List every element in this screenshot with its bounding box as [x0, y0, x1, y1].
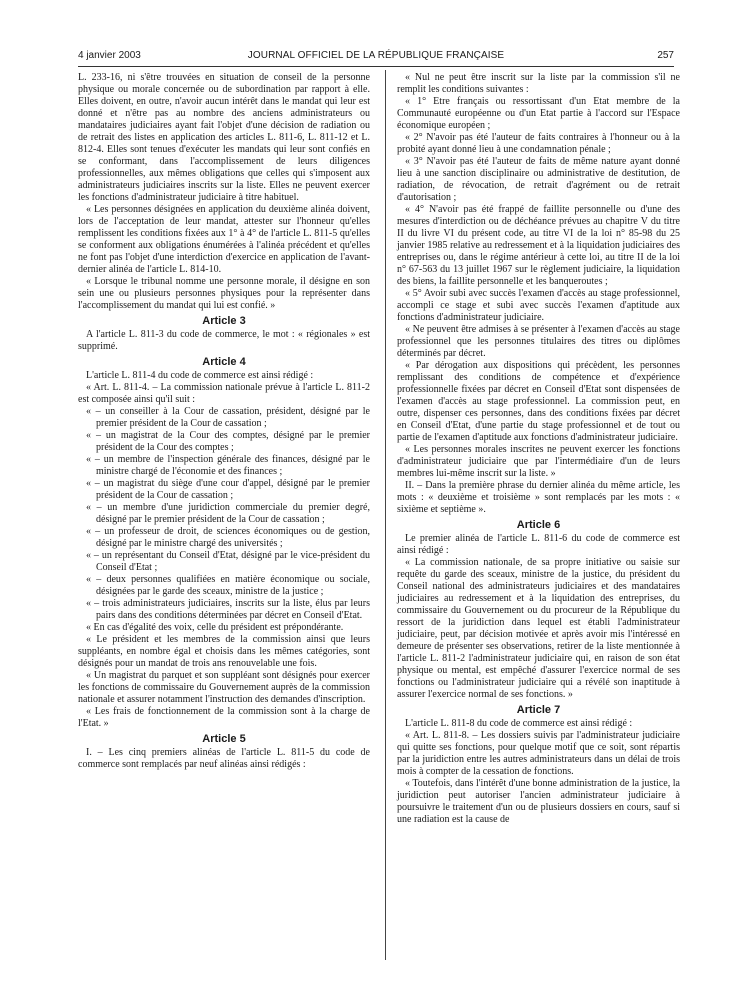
- list-item: « – un magistrat de la Cour des comptes, désigné par le premier président de la Cour des comptes ;: [86, 430, 370, 453]
- paragraph: « Par dérogation aux dispositions qui précèdent, les personnes remplissant des conditions de compétence et d'expérience professionnelle fixées par décret en Conseil d'Etat sont dispensées de l'examen d'accès au stage professionnel. La commission peut, en outre, dispenser ces personnes, dans des conditions fixées par décret en Conseil d'Etat, d'une partie du stage professionnel et de tout ou partie de l'examen d'aptitude aux fonctions d'administrateur judiciaire.: [397, 360, 680, 443]
- paragraph: « Le président et les membres de la commission ainsi que leurs suppléants, en nombre égal et choisis dans les mêmes catégories, sont désignés pour un mandat de trois ans renouvelable une fois.: [78, 634, 370, 669]
- article-heading: Article 4: [202, 356, 246, 368]
- page-number: 257: [657, 50, 674, 61]
- paragraph: « Les frais de fonctionnement de la commission sont à la charge de l'Etat. »: [78, 706, 370, 729]
- paragraph: « 4° N'avoir pas été frappé de faillite personnelle ou d'une des mesures d'interdiction ou de déchéance prévues au chapitre V du titre II du livre VI du présent code, au titre VI de la loi n° 85-98 du 25 janvier 1985 relative au redressement et à la liquidation judiciaires des entreprises ou, dans le régime antérieur à cette loi, au titre II de la loi n° 67-563 du 13 juillet 1967 sur le règlement judiciaire, la liquidation des biens, la faillite personnelle et les banqueroutes ;: [397, 204, 680, 287]
- list-item: « – deux personnes qualifiées en matière économique ou sociale, désignées par le garde des sceaux, ministre de la justice ;: [86, 574, 370, 597]
- article-heading: Article 3: [202, 315, 246, 327]
- column-divider: [385, 70, 386, 960]
- paragraph: « 3° N'avoir pas été l'auteur de faits de même nature ayant donné lieu à une sanction disciplinaire ou administrative de destitution, de radiation, de révocation, de retrait d'agrément ou de retrait d'autorisation ;: [397, 156, 680, 203]
- list-item: « – un professeur de droit, de sciences économiques ou de gestion, désigné par le ministre chargé des universités ;: [86, 526, 370, 549]
- paragraph: « 5° Avoir subi avec succès l'examen d'accès au stage professionnel, accompli ce stage et subi avec succès l'examen d'aptitude aux fonctions d'administrateur judiciaire.: [397, 288, 680, 323]
- paragraph: « Ne peuvent être admises à se présenter à l'examen d'accès au stage professionnel que les personnes titulaires des titres ou diplômes déterminés par décret.: [397, 324, 680, 359]
- paragraph: I. – Les cinq premiers alinéas de l'article L. 811-5 du code de commerce sont remplacés par neuf alinéas ainsi rédigés :: [78, 747, 370, 770]
- list-item: « – un membre d'une juridiction commerciale du premier degré, désigné par le premier président de la Cour de cassation ;: [86, 502, 370, 525]
- paragraph: « Nul ne peut être inscrit sur la liste par la commission s'il ne remplit les conditions suivantes :: [397, 72, 680, 95]
- page-header: [78, 50, 674, 66]
- article-heading: Article 5: [202, 733, 246, 745]
- paragraph: II. – Dans la première phrase du dernier alinéa du même article, les mots : « deuxième et troisième » sont remplacés par les mots : « sixième et septième ».: [397, 480, 680, 515]
- paragraph: L. 233-16, ni s'être trouvées en situation de conseil de la personne physique ou morale concernée ou de subordination par rapport à elle. Elles doivent, en outre, n'avoir aucun intérêt dans le mandat qui leur est donné et n'être pas au nombre des anciens administrateurs ou mandataires judiciaires ayant fait l'objet d'une décision de radiation ou de retrait des listes en application des articles L. 811-6, L. 811-12 et L. 812-4. Elles sont tenues d'exécuter les mandats qui leur sont confiés en se conformant, dans l'accomplissement de leurs diligences professionnelles, aux mêmes obligations que celles qui s'imposent aux administrateurs judiciaires inscrits sur la liste. Elles ne peuvent exercer les fonctions d'administrateur judiciaire à titre habituel.: [78, 72, 370, 203]
- paragraph: « 1° Etre français ou ressortissant d'un Etat membre de la Communauté européenne ou d'un Etat partie à l'accord sur l'Espace économique européen ;: [397, 96, 680, 131]
- paragraph: L'article L. 811-8 du code de commerce est ainsi rédigé :: [405, 718, 633, 729]
- paragraph: « La commission nationale, de sa propre initiative ou saisie sur requête du garde des sceaux, ministre de la justice, du président du Conseil national des administrateurs judiciaires et des mandataires judiciaires au redressement et à la liquidation des entreprises, du commissaire du Gouvernement ou du procureur de la République du ressort de la juridiction dans lequel est établi l'administrateur judiciaire, peut, par décision motivée et après avoir mis l'intéressé en demeure de présenter ses observations, retirer de la liste mentionnée à l'article L. 811-2 l'administrateur judiciaire qui, en raison de son état physique ou mental, est empêché d'assurer l'exercice normal de ses fonctions ou l'administrateur judiciaire qui a révélé son inaptitude à assurer l'exercice normal de ses fonctions. »: [397, 557, 680, 700]
- list-item: « – un magistrat du siège d'une cour d'appel, désigné par le premier président de la Cour de cassation ;: [86, 478, 370, 501]
- paragraph: « Les personnes désignées en application du deuxième alinéa doivent, lors de l'acceptation de leur mandat, attester sur l'honneur qu'elles remplissent les conditions fixées aux 1° à 4° de l'article L. 811-5 qu'elles se conforment aux obligations énumérées à l'alinéa précédent et qu'elles ne font pas l'objet d'une interdiction d'exercice en application de l'avant-dernier alinéa de l'article L. 814-10.: [78, 204, 370, 275]
- paragraph: « Toutefois, dans l'intérêt d'une bonne administration de la justice, la juridiction peut autoriser l'ancien administrateur judiciaire à poursuivre le traitement d'un ou de plusieurs dossiers en cours, sauf si une radiation est la cause de: [397, 778, 680, 825]
- paragraph: L'article L. 811-4 du code de commerce est ainsi rédigé :: [86, 370, 314, 381]
- paragraph: « Les personnes morales inscrites ne peuvent exercer les fonctions d'administrateur judiciaire que par l'intermédiaire d'un de leurs membres lui-même inscrit sur la liste. »: [397, 444, 680, 479]
- left-column: [78, 72, 370, 771]
- header-title: JOURNAL OFFICIEL DE LA RÉPUBLIQUE FRANÇAISE: [247, 50, 505, 61]
- header-rule: [78, 66, 674, 67]
- paragraph: « Art. L. 811-4. – La commission nationale prévue à l'article L. 811-2 est composée ainsi qu'il suit :: [78, 382, 370, 405]
- article-heading: Article 7: [516, 704, 561, 716]
- paragraph: « 2° N'avoir pas été l'auteur de faits contraires à l'honneur ou à la probité ayant donné lieu à une condamnation pénale ;: [397, 132, 680, 155]
- paragraph: « Art. L. 811-8. – Les dossiers suivis par l'administrateur judiciaire qui quitte ses fonctions, pour quelque motif que ce soit, sont répartis par la juridiction entre les autres administrateurs dans un délai de trois mois à compter de la cessation de fonctions.: [397, 730, 680, 777]
- header-date: 4 janvier 2003: [78, 50, 141, 61]
- paragraph: « En cas d'égalité des voix, celle du président est prépondérante.: [86, 622, 344, 633]
- list-item: « – un membre de l'inspection générale des finances, désigné par le ministre chargé de l'économie et des finances ;: [86, 454, 370, 477]
- paragraph: « Lorsque le tribunal nomme une personne morale, il désigne en son sein une ou plusieurs personnes physiques pour la représenter dans l'accomplissement du mandat qui lui est confié. »: [78, 276, 370, 311]
- list-item: « – trois administrateurs judiciaires, inscrits sur la liste, élus par leurs pairs dans des conditions déterminées par décret en Conseil d'Etat.: [86, 598, 370, 621]
- paragraph: « Un magistrat du parquet et son suppléant sont désignés pour exercer les fonctions de commissaire du Gouvernement auprès de la commission nationale et assurer notamment l'instruction des demandes d'inscription.: [78, 670, 370, 705]
- paragraph: A l'article L. 811-3 du code de commerce, le mot : « régionales » est supprimé.: [78, 329, 370, 352]
- list-item: « – un représentant du Conseil d'Etat, désigné par le vice-président du Conseil d'Etat ;: [86, 550, 370, 573]
- list-item: « – un conseiller à la Cour de cassation, président, désigné par le premier président de la Cour de cassation ;: [86, 406, 370, 429]
- article-heading: Article 6: [516, 519, 561, 531]
- paragraph: Le premier alinéa de l'article L. 811-6 du code de commerce est ainsi rédigé :: [397, 533, 680, 556]
- right-column: [397, 72, 680, 826]
